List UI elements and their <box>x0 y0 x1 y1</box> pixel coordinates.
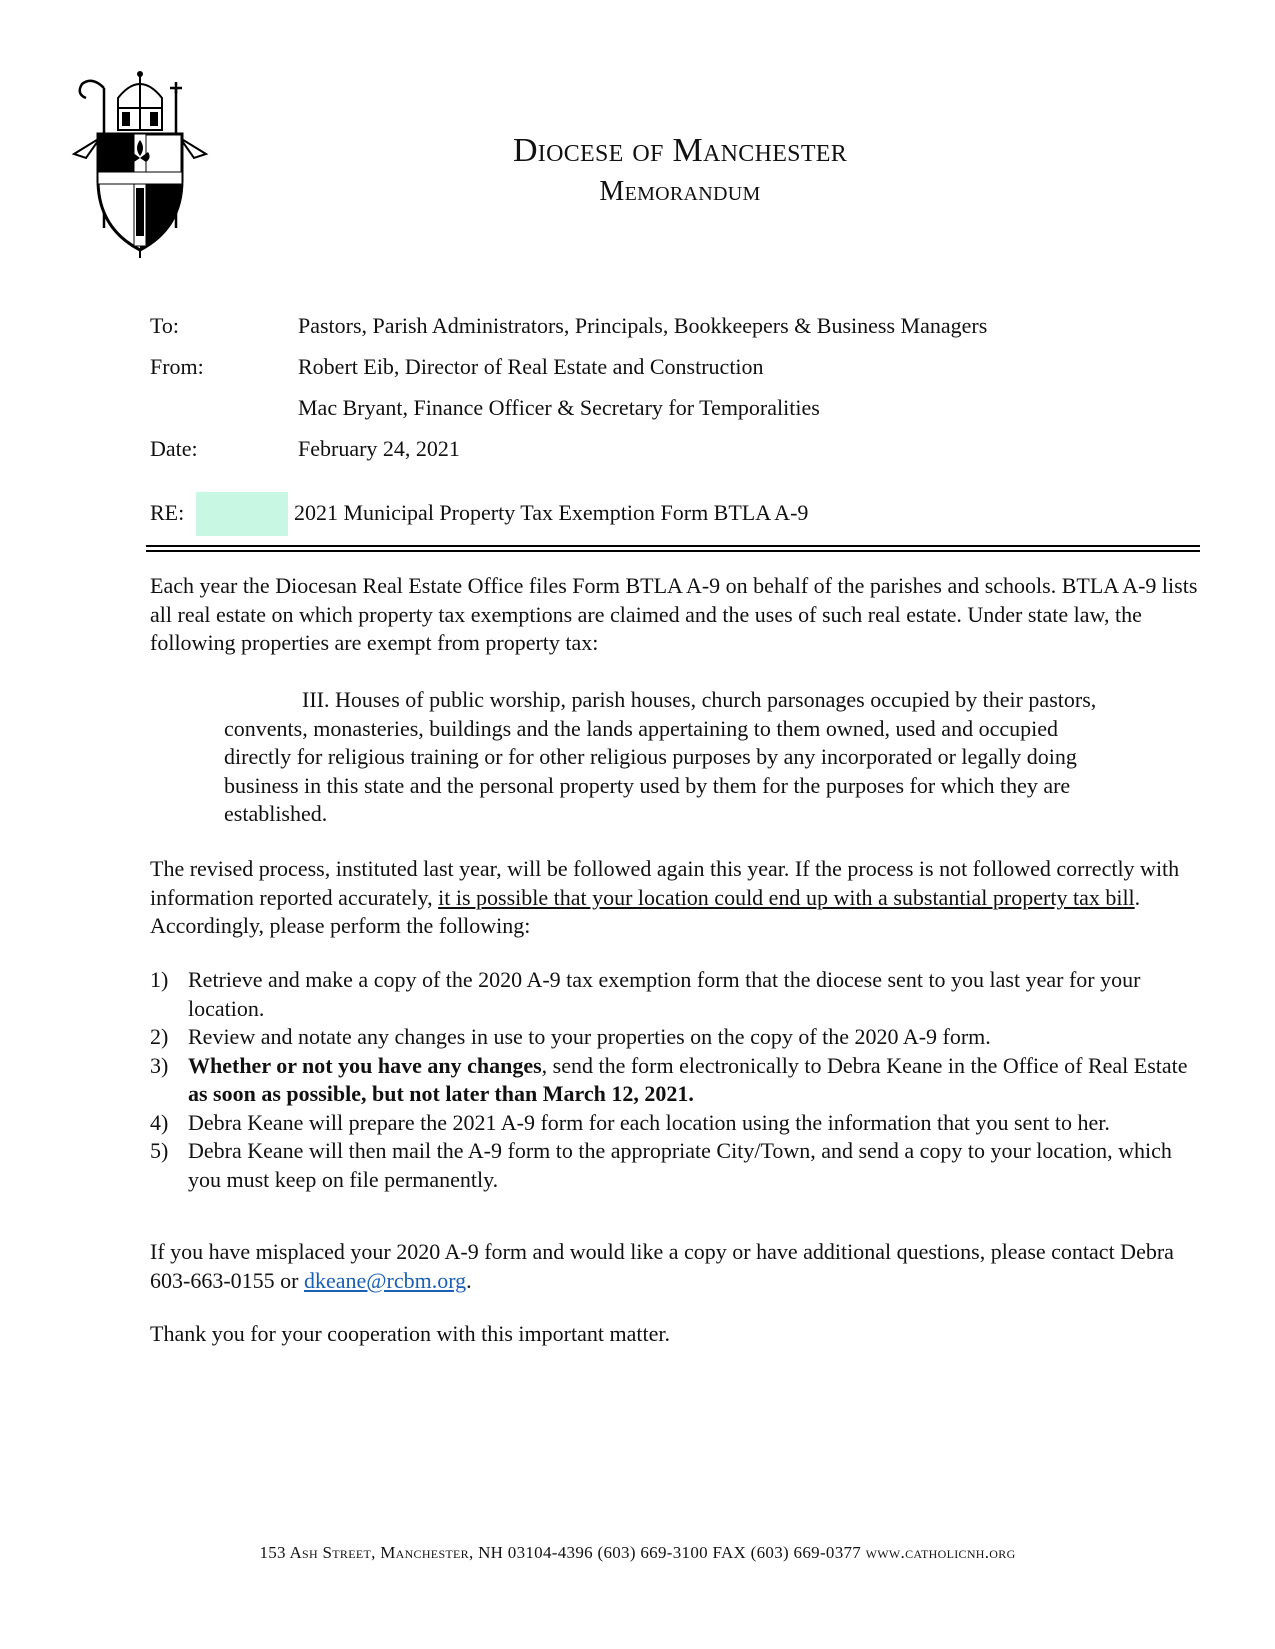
step-number: 4) <box>150 1109 169 1135</box>
step-number: 2) <box>150 1024 169 1049</box>
header-divider-bottom <box>146 550 1200 552</box>
statute-quote <box>224 686 1124 829</box>
from-value-secondary: Mac Bryant, Finance Officer & Secretary for Temporalities <box>298 395 820 420</box>
step-deadline: as soon as possible, but not later than March 12, 2021. <box>188 1081 694 1106</box>
step-text: Debra Keane will prepare the 2021 A-9 form for each location using the information that you sent to her. <box>188 1109 1110 1135</box>
list-item <box>150 966 1210 1023</box>
header-divider-top <box>146 545 1200 547</box>
diocese-coat-of-arms-icon <box>70 68 210 258</box>
closing-paragraph: Thank you for your cooperation with this important matter. <box>150 1321 670 1346</box>
statute-quote-text: III. Houses of public worship, parish houses, church parsonages occupied by their pastors, convents, monasteries, buildings and the lands appertaining to them owned, used and occupied directly for religious training or for other religious purposes by any incorporated or legally doing business in this state and the personal property used by them for the purposes for which they are established. <box>224 687 1097 826</box>
intro-paragraph: Each year the Diocesan Real Estate Office files Form BTLA A-9 on behalf of the parishes and schools. BTLA A-9 lists all real estate on which property tax exemptions are claimed and the uses of such real estate. Under state law, the following properties are exempt from property tax: <box>150 573 1198 655</box>
from-value-primary: Robert Eib, Director of Real Estate and Construction <box>298 354 764 379</box>
to-value: Pastors, Parish Administrators, Principals, Bookkeepers & Business Managers <box>298 313 988 338</box>
re-highlight-mark <box>196 492 288 536</box>
process-paragraph <box>150 855 1210 941</box>
re-label: RE: <box>150 500 185 525</box>
contact-text: If you have misplaced your 2020 A-9 form and would like a copy or have additional questions, please contact Debra 603-663-0155 or <box>150 1239 1174 1293</box>
email-link[interactable]: dkeane@rcbm.org <box>303 1267 467 1293</box>
instruction-steps <box>150 966 1210 1194</box>
from-label: From: <box>150 354 204 379</box>
process-text-start: The revised process, instituted last year, will be followed again this year. If the process is not followed correctly with information reported accurately, <box>150 856 1180 910</box>
list-item <box>150 1137 1210 1194</box>
re-value: 2021 Municipal Property Tax Exemption Form BTLA A-9 <box>294 500 809 525</box>
step-text: Debra Keane will then mail the A-9 form to the appropriate City/Town, and send a copy to your location, which you must keep on file permanently. <box>188 1138 1172 1192</box>
step-text: , send the form electronically to Debra Keane in the Office of Real Estate <box>541 1052 1188 1078</box>
step-number: 1) <box>150 967 169 992</box>
step-text: Review and notate any changes in use to your properties on the copy of the 2020 A-9 form. <box>188 1024 991 1049</box>
contact-text-end: . <box>466 1267 472 1293</box>
step-text: Retrieve and make a copy of the 2020 A-9 tax exemption form that the diocese sent to you last year for your location. <box>188 967 1141 1021</box>
contact-paragraph <box>150 1238 1210 1295</box>
document-type: Memorandum <box>599 176 761 207</box>
process-text-end: . Accordingly, please perform the following: <box>150 884 1141 938</box>
date-value: February 24, 2021 <box>298 436 460 461</box>
list-item <box>150 1109 1210 1138</box>
step-emphasis: Whether or not you have any changes <box>188 1052 542 1078</box>
date-label: Date: <box>150 436 198 461</box>
step-number: 3) <box>150 1052 169 1078</box>
list-item <box>150 1023 1210 1052</box>
to-label: To: <box>150 313 180 338</box>
footer-address: 153 Ash Street, Manchester, NH 03104-4396 (603) 669-3100 FAX (603) 669-0377 www.catholicnh.org <box>259 1543 1016 1562</box>
list-item <box>150 1052 1210 1109</box>
step-number: 5) <box>150 1138 169 1163</box>
process-warning-underlined: it is possible that your location could end up with a substantial property tax bill <box>438 884 1135 910</box>
organization-name: Diocese of Manchester <box>512 132 848 169</box>
